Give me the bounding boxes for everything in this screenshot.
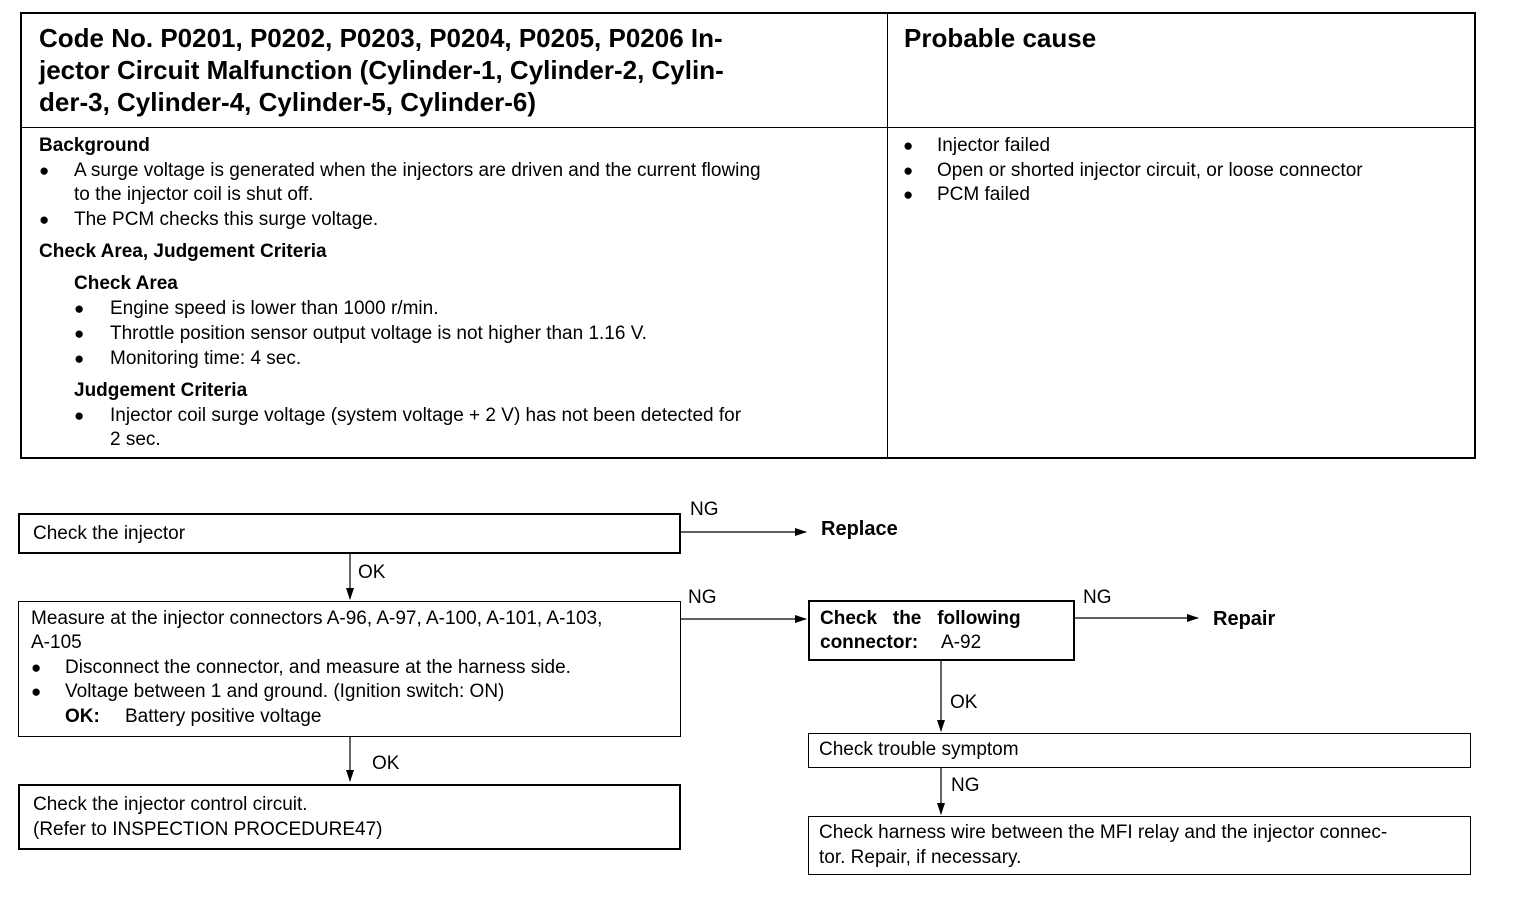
bullet-icon: ● [74,349,85,368]
probable-cause-item: PCM failed [937,184,1030,205]
bullet-icon: ● [74,299,85,318]
control-circuit-line: Check the injector control circuit. [33,794,308,815]
bullet-icon: ● [39,210,50,229]
bullet-icon: ● [903,161,914,180]
judgement-heading: Judgement Criteria [74,380,248,401]
code-title: Code No. P0201, P0202, P0203, P0204, P0205, P0206 In- jector Circuit Malfunction (Cylinder-1, Cylinder-2, Cylin- der-3, Cylinder-4, Cylinder-5, Cylinder-6) [39,23,724,117]
ok-criteria-label: OK: [65,706,100,727]
check-area-item: Monitoring time: 4 sec. [110,348,302,369]
control-circuit-line: (Refer to INSPECTION PROCEDURE47) [33,819,383,840]
bullet-icon: ● [74,406,85,425]
ng-label: NG [1083,587,1112,608]
judgement-item: Injector coil surge voltage (system voltage + 2 V) has not been detected for [110,405,742,426]
replace-action: Replace [821,518,898,540]
background-item: A surge voltage is generated when the injectors are driven and the current flowing [74,160,761,181]
connector-id: A-92 [941,632,982,653]
measure-line: A-105 [31,632,82,653]
bullet-icon: ● [31,682,42,701]
background-item: to the injector coil is shut off. [74,184,314,205]
probable-cause-item: Injector failed [937,135,1051,156]
background-heading: Background [39,135,150,156]
measure-line: Measure at the injector connectors A-96, A-97, A-100, A-101, A-103, [31,608,603,629]
bullet-icon: ● [39,161,50,180]
ng-label: NG [951,775,980,796]
trouble-symptom-text: Check trouble symptom [819,739,1019,760]
ng-label: NG [688,587,717,608]
background-item: The PCM checks this surge voltage. [74,209,379,230]
connector-box [808,600,1075,661]
measure-line: Voltage between 1 and ground. (Ignition switch: ON) [65,681,505,702]
harness-line: tor. Repair, if necessary. [819,847,1022,868]
control-circuit-box [18,784,681,850]
check-injector-box [18,513,681,554]
probable-cause-item: Open or shorted injector circuit, or loose connector [937,160,1363,181]
bullet-icon: ● [903,185,914,204]
bullet-icon: ● [74,324,85,343]
harness-line: Check harness wire between the MFI relay and the injector connec- [819,822,1388,843]
bullet-icon: ● [903,136,914,155]
repair-action: Repair [1213,608,1276,630]
trouble-symptom-box [808,733,1471,768]
ok-label: OK [358,562,386,583]
harness-box [808,816,1471,875]
ok-label: OK [372,753,400,774]
judgement-item: 2 sec. [110,429,161,450]
connector-line-1: Check the following [820,608,1021,629]
bullet-icon: ● [31,658,42,677]
ok-criteria-value: Battery positive voltage [125,706,322,727]
ng-label: NG [690,499,719,520]
check-injector-text: Check the injector [33,523,186,544]
check-area-heading: Check Area [74,273,178,294]
measure-line: Disconnect the connector, and measure at the harness side. [65,657,571,678]
connector-label: connector: [820,632,919,653]
ok-label: OK [950,692,978,713]
check-area-item: Engine speed is lower than 1000 r/min. [110,298,439,319]
check-area-judgement-heading: Check Area, Judgement Criteria [39,241,327,262]
check-area-item: Throttle position sensor output voltage is not higher than 1.16 V. [110,323,647,344]
probable-cause-title: Probable cause [904,23,1097,53]
measure-box [18,601,681,737]
